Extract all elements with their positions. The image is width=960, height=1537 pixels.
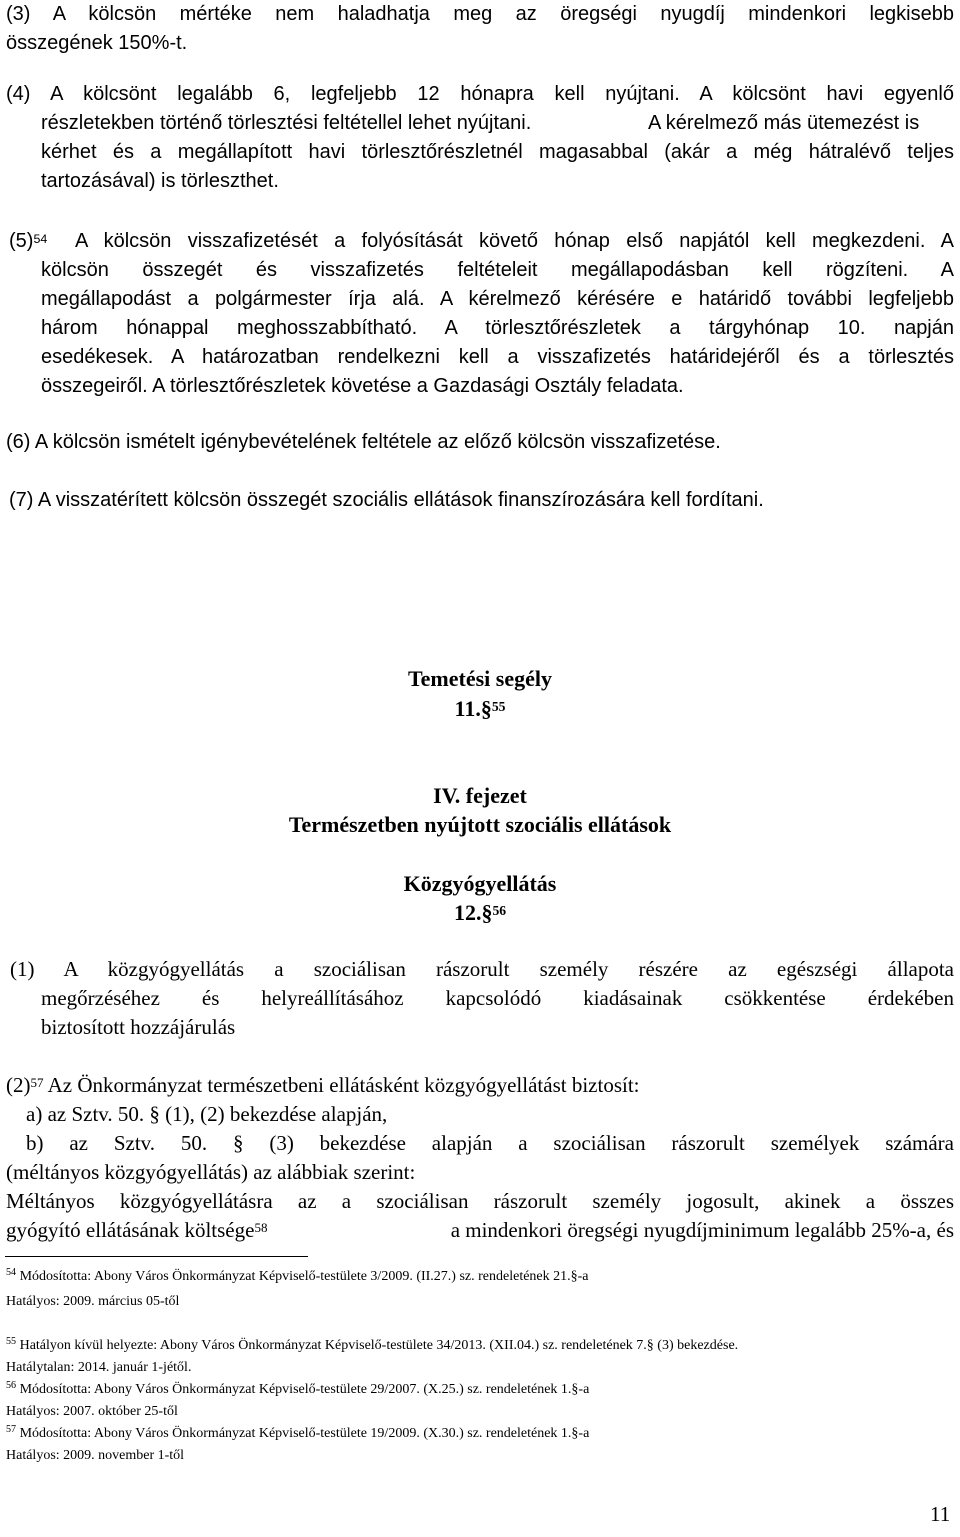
section-12-heading bbox=[0, 898, 960, 927]
sec12-para-2-line-1 bbox=[6, 1071, 640, 1100]
para-5-line-5: esedékesek. A határozatban rendelkezni kell a visszafizetés határidejéről és a törlesztés bbox=[41, 346, 954, 368]
footnote-ref-54: 54 bbox=[33, 231, 48, 246]
sec12-para-2-meltanyos-line-1: Méltányos közgyógyellátásra az a szociálisan rászorult személy jogosult, akinek a összes bbox=[6, 1189, 954, 1213]
section-11-mark: § bbox=[480, 696, 492, 721]
chapter-heading: IV. fejezet bbox=[433, 783, 527, 808]
para-5-number: (5) bbox=[9, 230, 34, 252]
para-4-line-3: kérhet és a megállapított havi törlesztőrészletnél magasabbal (akár a még hátralévő teljes bbox=[41, 141, 954, 163]
footnote-55 bbox=[6, 1337, 738, 1355]
page-number: 11 bbox=[930, 1502, 951, 1526]
meltanyos-line-2-start bbox=[6, 1216, 267, 1245]
section-11-number: 11. bbox=[454, 696, 481, 721]
footnote-55-effective: Hatálytalan: 2014. január 1-jétől. bbox=[6, 1360, 192, 1375]
meltanyos-cost-text: gyógyító ellátásának költsége bbox=[6, 1218, 255, 1242]
para-3-line-2: összegének 150%-t. bbox=[6, 32, 188, 54]
footnote-57-number: 57 bbox=[6, 1424, 17, 1436]
para-5-prefix bbox=[9, 227, 47, 256]
section-12-mark: § bbox=[481, 900, 493, 925]
footnote-57-text: Módosította: Abony Város Önkormányzat Képviselő-testülete 19/2009. (X.30.) sz. rendeletének 1.§-a bbox=[19, 1426, 590, 1441]
sec12-para-1-line-3: biztosított hozzájárulás bbox=[41, 1015, 236, 1039]
sec12-para-2-item-b-cont: (méltányos közgyógyellátás) az alábbiak szerint: bbox=[6, 1160, 416, 1184]
sec12-para-2-item-b: b) az Sztv. 50. § (3) bekezdése alapján a szociálisan rászorult személyek számára bbox=[26, 1131, 954, 1155]
footnote-ref-57: 57 bbox=[30, 1075, 44, 1091]
footnote-56-effective: Hatályos: 2007. október 25-től bbox=[6, 1404, 178, 1419]
section-12-number: 12. bbox=[453, 900, 482, 925]
chapter-title: Természetben nyújtott szociális ellátások bbox=[288, 812, 672, 837]
footnote-56-text: Módosította: Abony Város Önkormányzat Képviselő-testülete 29/2007. (X.25.) sz. rendeletének 1.§-a bbox=[19, 1382, 590, 1397]
sec12-para-2-intro: Az Önkormányzat természetbeni ellátásként közgyógyellátást biztosít: bbox=[47, 1073, 640, 1097]
footnote-ref-56: 56 bbox=[492, 903, 507, 919]
footnote-57-effective: Hatályos: 2009. november 1-től bbox=[6, 1448, 185, 1463]
footnote-ref-55: 55 bbox=[491, 699, 506, 715]
para-5-line-6: összegeiről. A törlesztőrészletek követése a Gazdasági Osztály feladata. bbox=[41, 375, 684, 397]
heading-kozgyogyellatas: Közgyógyellátás bbox=[403, 871, 557, 896]
para-5-line-3: megállapodást a polgármester írja alá. A kérelmező kérésére e határidő további legfeljebb bbox=[41, 288, 954, 310]
footnote-56-number: 56 bbox=[6, 1380, 17, 1392]
footnote-57 bbox=[6, 1425, 589, 1443]
section-11-heading bbox=[0, 694, 960, 723]
footnote-54-text: Módosította: Abony Város Önkormányzat Képviselő-testülete 3/2009. (II.27.) sz. rendeletének 21.§-a bbox=[19, 1269, 589, 1284]
para-3-line-1: (3) A kölcsön mértéke nem haladhatja meg az öregségi nyugdíj mindenkori legkisebb bbox=[6, 3, 954, 25]
footnote-ref-58: 58 bbox=[254, 1220, 268, 1236]
footnote-54-effective: Hatályos: 2009. március 05-től bbox=[6, 1294, 180, 1309]
para-5-line-2: kölcsön összegét és visszafizetés feltételeit megállapodásban kell rögzíteni. A bbox=[41, 259, 954, 281]
footnote-55-text: Hatályon kívül helyezte: Abony Város Önkormányzat Képviselő-testülete 34/2013. (XII.04.) sz. rendeletének 7.§ (3) bekezdése. bbox=[19, 1338, 739, 1353]
sec12-para-2-number: (2) bbox=[6, 1073, 31, 1097]
sec12-para-1-line-1: (1) A közgyógyellátás a szociálisan rászorult személy részére az egészségi állapota bbox=[10, 957, 954, 981]
heading-temetesi-segely: Temetési segély bbox=[408, 666, 552, 691]
footnote-55-number: 55 bbox=[6, 1336, 17, 1348]
para-4-line-2: részletekben történő törlesztési feltétellel lehet nyújtani. bbox=[41, 112, 532, 134]
footnote-56 bbox=[6, 1381, 589, 1399]
para-6: (6) A kölcsön ismételt igénybevételének feltétele az előző kölcsön visszafizetése. bbox=[6, 431, 721, 453]
footnote-54-number: 54 bbox=[6, 1267, 17, 1279]
para-4-line-4: tartozásával) is törleszthet. bbox=[41, 170, 279, 192]
footnote-separator bbox=[5, 1256, 308, 1257]
para-5-line-1: A kölcsön visszafizetését a folyósítását követő hónap első napjától kell megkezdeni. A bbox=[75, 230, 954, 252]
para-4-line-2b: A kérelmező más ütemezést is bbox=[648, 112, 920, 134]
meltanyos-line-2-end: a mindenkori öregségi nyugdíjminimum legalább 25%-a, és bbox=[450, 1218, 954, 1242]
para-4-line-1: (4) A kölcsönt legalább 6, legfeljebb 12 hónapra kell nyújtani. A kölcsönt havi egyenlő bbox=[6, 83, 954, 105]
sec12-para-1-line-2: megőrzéséhez és helyreállításához kapcsolódó kiadásainak csökkentése érdekében bbox=[41, 986, 954, 1010]
para-5-line-4: három hónappal meghosszabbítható. A törlesztőrészletek a tárgyhónap 10. napján bbox=[41, 317, 954, 339]
sec12-para-2-item-a: a) az Sztv. 50. § (1), (2) bekezdése alapján, bbox=[26, 1102, 388, 1126]
sec12-para-2-meltanyos-line-2 bbox=[6, 1216, 954, 1245]
footnote-54 bbox=[6, 1268, 589, 1286]
para-7: (7) A visszatérített kölcsön összegét szociális ellátások finanszírozására kell fordítani. bbox=[9, 489, 764, 511]
